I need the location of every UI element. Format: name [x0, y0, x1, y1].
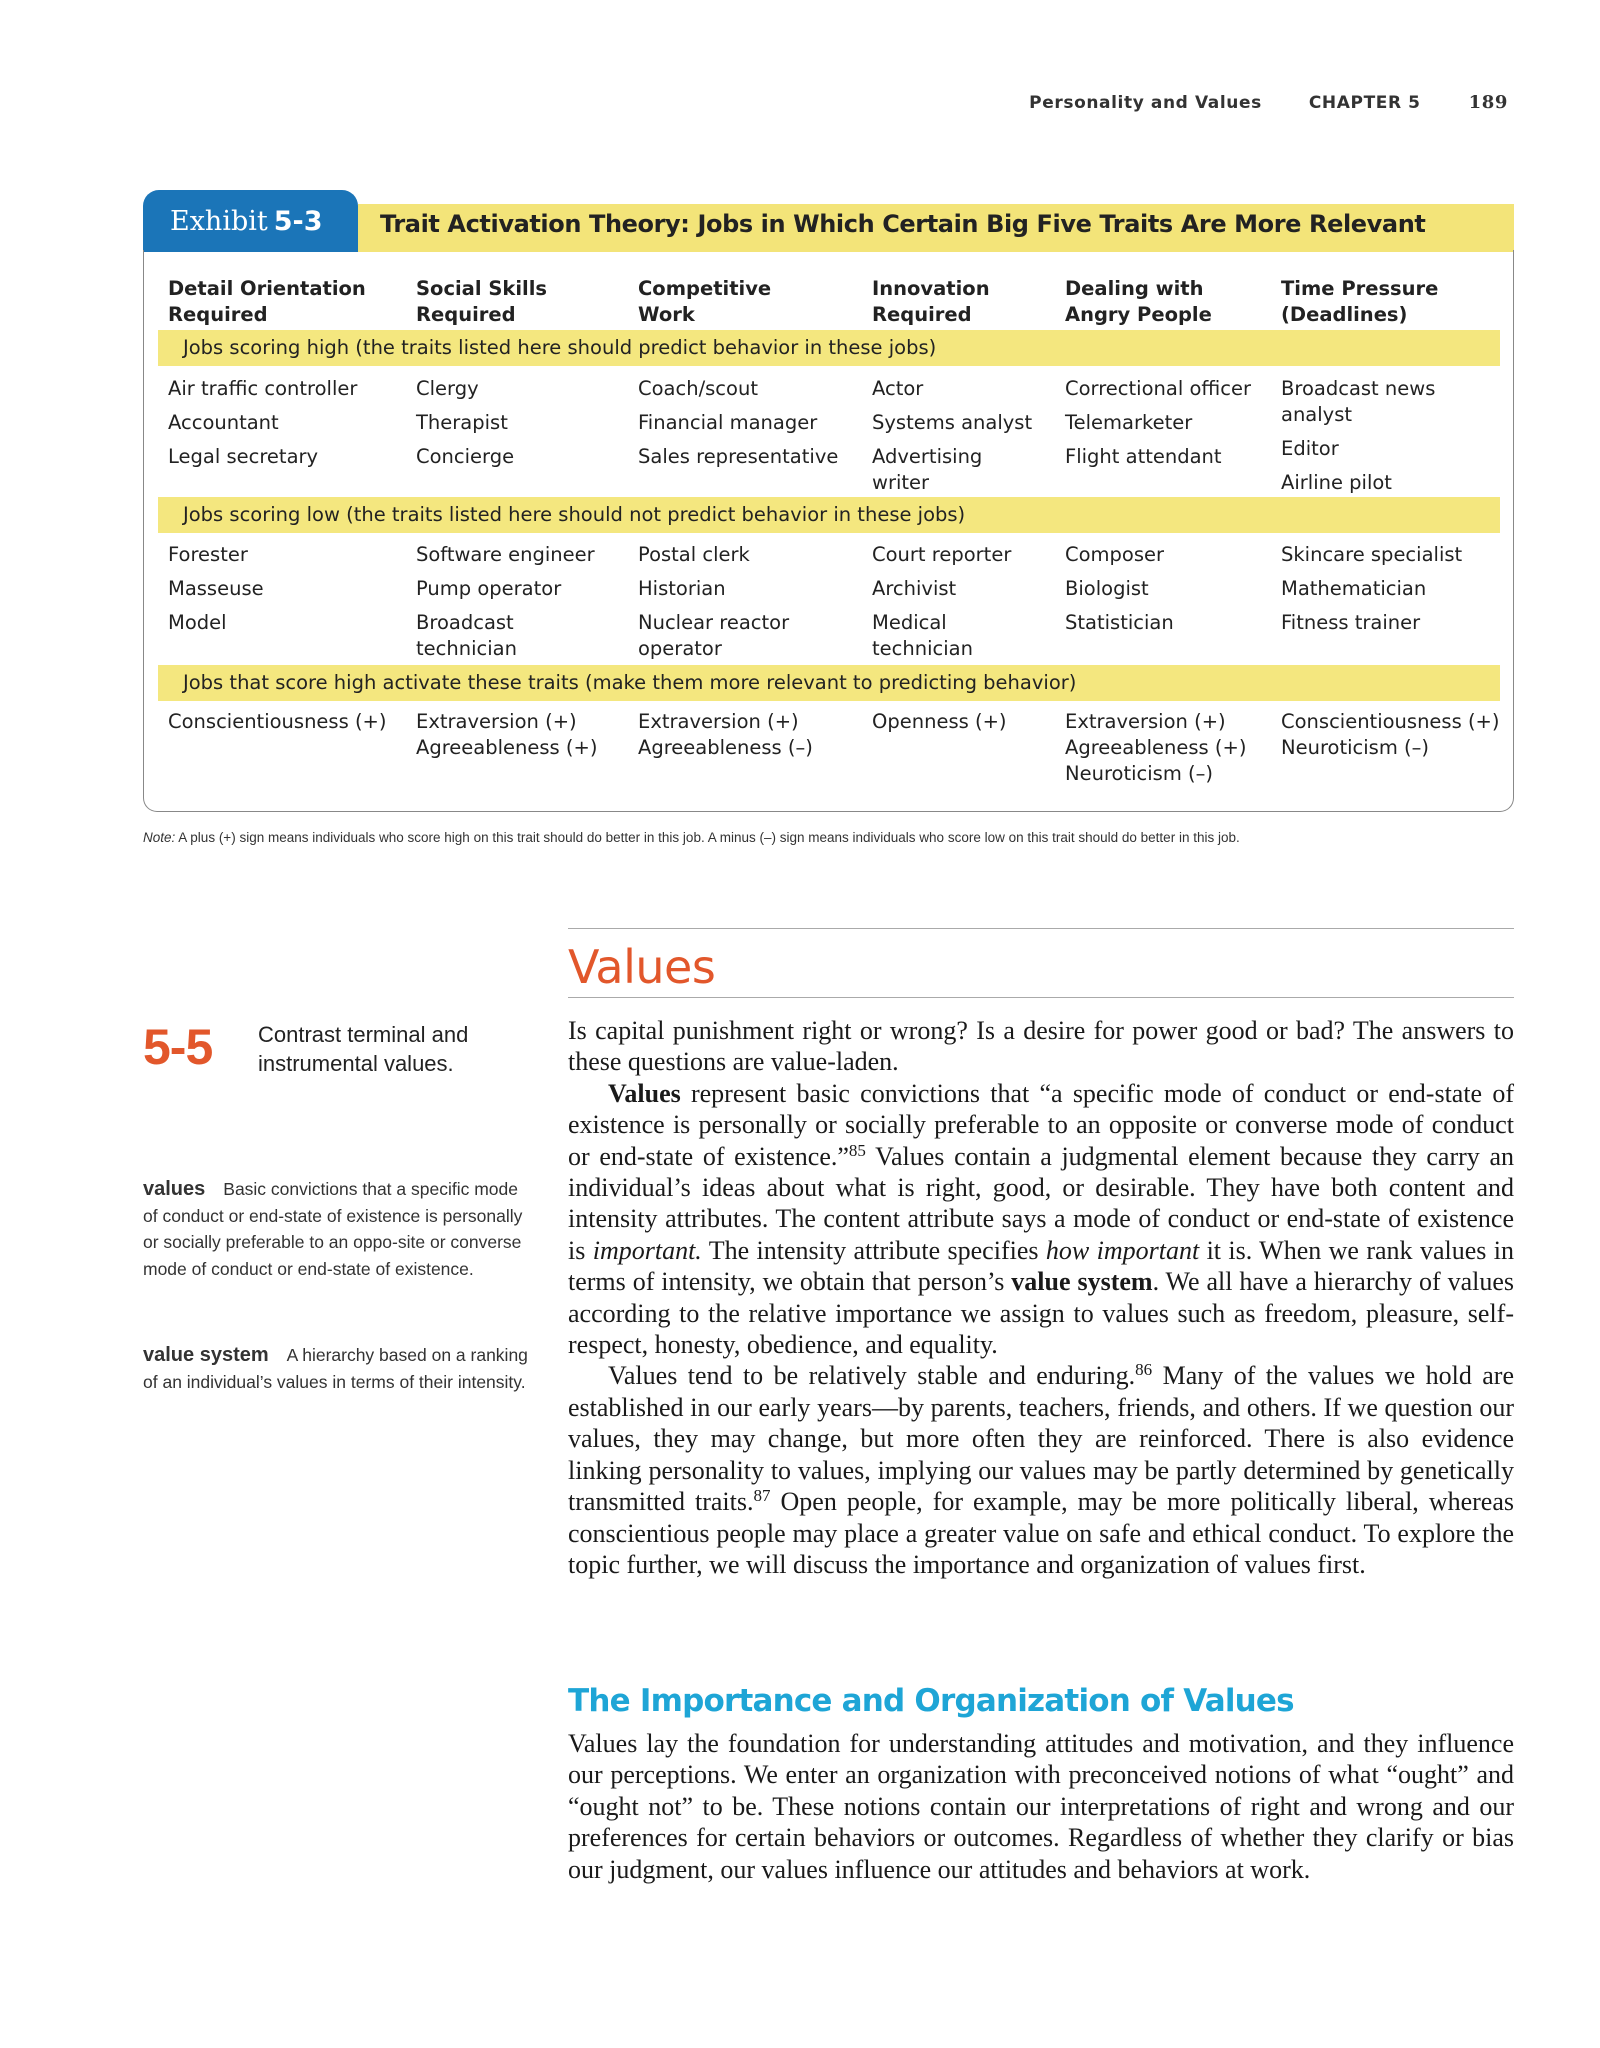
- column-header: Required: [168, 303, 268, 326]
- term-values: Values: [608, 1078, 681, 1108]
- table-cell-low: Biologist: [1065, 577, 1149, 600]
- section-title: Values: [568, 940, 716, 994]
- table-cell-high: Financial manager: [638, 411, 818, 434]
- glossary-definition: Basic convictions that a specific mode of conduct or end-state of existence is personally or socially preferable to an oppo-site or converse mode of conduct or end-state of existence.: [143, 1179, 523, 1279]
- table-cell-trait: Openness (+): [872, 710, 1007, 733]
- table-cell-high: Broadcast news: [1281, 377, 1436, 400]
- text-run: it is. When we rank values in terms of intensity, we obtain that person’s: [568, 1235, 1514, 1297]
- table-cell-trait: Extraversion (+): [1065, 710, 1226, 733]
- section-rule-bottom: [568, 997, 1514, 998]
- table-cell-low: Statistician: [1065, 611, 1174, 634]
- table-cell-high: Telemarketer: [1065, 411, 1193, 434]
- table-cell-high: Sales representative: [638, 445, 839, 468]
- body-text-values: [568, 1015, 1514, 1580]
- table-cell-high: Air traffic controller: [168, 377, 358, 400]
- exhibit-tab: [143, 190, 358, 252]
- band-traits-text: Jobs that score high activate these traits (make them more relevant to predicting behavior): [183, 671, 1077, 694]
- text-run: Values tend to be relatively stable and enduring.: [608, 1361, 1136, 1391]
- column-header: Required: [872, 303, 972, 326]
- endnote-85: 85: [848, 1140, 866, 1160]
- page-number: 189: [1468, 92, 1508, 113]
- table-cell-high: analyst: [1281, 403, 1353, 426]
- exhibit-note: [143, 830, 1240, 845]
- body-text-importance: [568, 1728, 1514, 1885]
- table-cell-low: Software engineer: [416, 543, 595, 566]
- text-run: . We all have a hierarchy of values according to the relative importance we assign to values such as freedom, pleasure, self-respect, honesty, obedience, and equality.: [568, 1267, 1514, 1360]
- table-cell-trait: Agreeableness (+): [416, 736, 598, 759]
- table-cell-low: operator: [638, 637, 722, 660]
- table-cell-low: Skincare specialist: [1281, 543, 1463, 566]
- table-cell-trait: Extraversion (+): [638, 710, 799, 733]
- endnote-86: 86: [1135, 1360, 1153, 1380]
- note-text: A plus (+) sign means individuals who score high on this trait should do better in this job. A minus (–) sign means individuals who score low on this trait should do better in this job.: [175, 830, 1240, 845]
- running-title: Personality and Values: [1029, 93, 1262, 113]
- exhibit-number: 5-3: [273, 206, 323, 237]
- glossary-values: [143, 1176, 533, 1282]
- column-header: Time Pressure: [1281, 277, 1439, 300]
- column-header: Social Skills: [416, 277, 547, 300]
- paragraph-3: [568, 1360, 1514, 1580]
- exhibit-label: Exhibit: [170, 206, 268, 237]
- table-cell-high: Therapist: [416, 411, 508, 434]
- subheading: The Importance and Organization of Values: [568, 1683, 1294, 1719]
- table-cell-low: Forester: [168, 543, 248, 566]
- table-cell-trait: Neuroticism (–): [1281, 736, 1429, 759]
- table-cell-high: Coach/scout: [638, 377, 758, 400]
- glossary-value-system: [143, 1342, 533, 1395]
- paragraph-1: Is capital punishment right or wrong? Is a desire for power good or bad? The answers to these questions are value-laden.: [568, 1016, 1514, 1077]
- column-header: Required: [416, 303, 516, 326]
- table-cell-low: Medical: [872, 611, 947, 634]
- table-cell-high: Editor: [1281, 437, 1339, 460]
- section-rule-top: [568, 928, 1514, 929]
- column-header: Detail Orientation: [168, 277, 366, 300]
- table-cell-low: technician: [416, 637, 517, 660]
- table-cell-high: Flight attendant: [1065, 445, 1222, 468]
- endnote-87: 87: [753, 1486, 771, 1506]
- table-cell-trait: Agreeableness (–): [638, 736, 813, 759]
- table-cell-low: Postal clerk: [638, 543, 750, 566]
- table-cell-low: Broadcast: [416, 611, 514, 634]
- table-cell-low: Composer: [1065, 543, 1165, 566]
- table-cell-trait: Conscientiousness (+): [1281, 710, 1500, 733]
- chapter-label: CHAPTER 5: [1308, 93, 1421, 113]
- table-cell-low: Historian: [638, 577, 726, 600]
- glossary-term: value system: [143, 1344, 269, 1366]
- learning-objective-number: 5-5: [143, 1019, 213, 1075]
- table-cell-low: Mathematician: [1281, 577, 1427, 600]
- band-high-text: Jobs scoring high (the traits listed here should predict behavior in these jobs): [183, 336, 937, 359]
- table-cell-high: Airline pilot: [1281, 471, 1392, 494]
- table-cell-low: Pump operator: [416, 577, 562, 600]
- paragraph-4: Values lay the foundation for understanding attitudes and motivation, and they influence our perceptions. We enter an organization with preconceived notions of what “ought” and “ought not” to be. These notions contain our interpretations of right and wrong and our preferences for certain behaviors or outcomes. Regardless of whether they clarify or bias our judgment, our values influence our attitudes and behaviors at work.: [568, 1729, 1514, 1884]
- table-cell-high: Advertising: [872, 445, 983, 468]
- column-header: (Deadlines): [1281, 303, 1408, 326]
- glossary-definition: A hierarchy based on a ranking of an individual’s values in terms of their intensity.: [143, 1345, 528, 1392]
- table-cell-low: Masseuse: [168, 577, 264, 600]
- emphasis-how-important: how important: [1045, 1235, 1200, 1265]
- paragraph-2: [568, 1078, 1514, 1361]
- table-cell-trait: Extraversion (+): [416, 710, 577, 733]
- table-cell-high: Correctional officer: [1065, 377, 1251, 400]
- learning-objective-text: Contrast terminal and instrumental values.: [258, 1022, 469, 1076]
- table-cell-low: Archivist: [872, 577, 957, 600]
- table-cell-trait: Agreeableness (+): [1065, 736, 1247, 759]
- running-header: [1029, 92, 1508, 113]
- band-low-text: Jobs scoring low (the traits listed here should not predict behavior in these jobs): [183, 503, 966, 526]
- table-cell-high: Accountant: [168, 411, 279, 434]
- column-header: Angry People: [1065, 303, 1212, 326]
- exhibit-title: Trait Activation Theory: Jobs in Which Certain Big Five Traits Are More Relevant: [380, 210, 1426, 238]
- table-cell-low: technician: [872, 637, 973, 660]
- text-run: Many of the values we hold are established in our early years—by parents, teachers, friends, and others. If we question our values, they may change, but more often they are reinforced. There is also evidence linking personality to values, implying our values may be partly determined by genetically transmitted traits.: [568, 1361, 1514, 1517]
- emphasis-important: important.: [592, 1235, 702, 1265]
- column-header: Dealing with: [1065, 277, 1204, 300]
- table-cell-low: Fitness trainer: [1281, 611, 1421, 634]
- column-header: Work: [638, 303, 695, 326]
- table-cell-high: Actor: [872, 377, 924, 400]
- table-cell-trait: Conscientiousness (+): [168, 710, 387, 733]
- table-cell-trait: Neuroticism (–): [1065, 762, 1213, 785]
- text-run: represent basic convictions that “a specific mode of conduct or end-state of existence is personally or socially preferable to an opposite or converse mode of conduct or end-state of existence.”: [568, 1078, 1514, 1171]
- table-cell-high: writer: [872, 471, 930, 494]
- table-cell-high: Concierge: [416, 445, 515, 468]
- table-cell-low: Court reporter: [872, 543, 1012, 566]
- table-cell-high: Clergy: [416, 377, 479, 400]
- table-cell-high: Legal secretary: [168, 445, 319, 468]
- term-value-system: value system: [1011, 1267, 1153, 1297]
- table-cell-low: Nuclear reactor: [638, 611, 790, 634]
- column-header: Innovation: [872, 277, 990, 300]
- table-cell-low: Model: [168, 611, 227, 634]
- text-run: The intensity attribute specifies: [701, 1235, 1046, 1265]
- glossary-term: values: [143, 1178, 206, 1200]
- table-cell-high: Systems analyst: [872, 411, 1033, 434]
- note-label: Note:: [143, 830, 176, 845]
- column-header: Competitive: [638, 277, 772, 300]
- text-run: Open people, for example, may be more politically liberal, whereas conscientious people may place a greater value on safe and ethical conduct. To explore the topic further, we will discuss the importance and organization of values first.: [568, 1487, 1515, 1579]
- text-run: Values contain a judgmental element because they carry an individual’s ideas about what is right, good, or desirable. They have both content and intensity attributes. The content attribute says a mode of conduct or end-state of existence is: [568, 1141, 1514, 1265]
